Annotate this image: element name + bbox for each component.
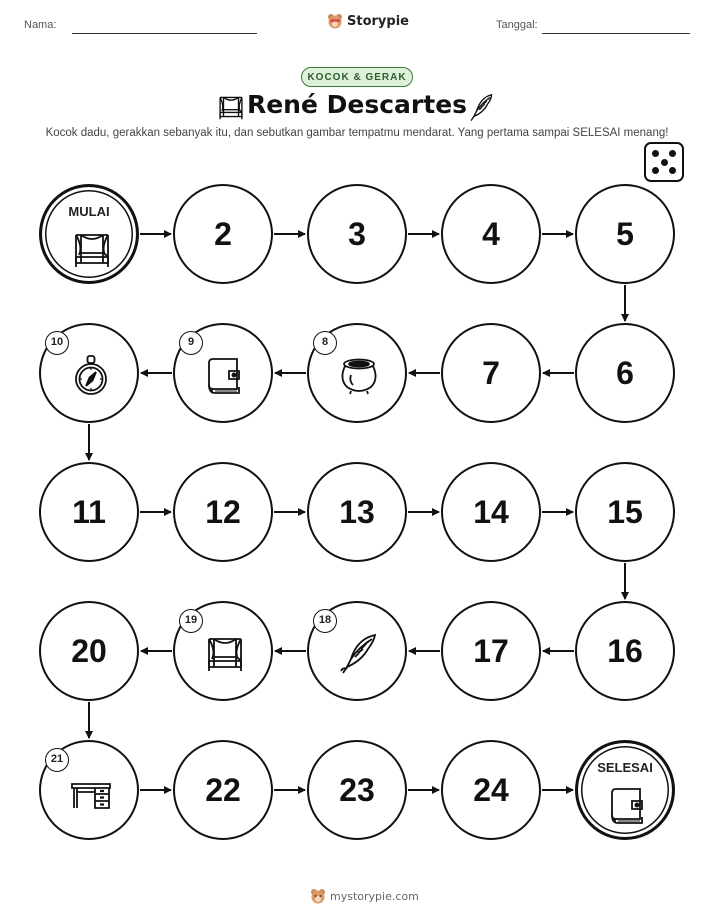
cell-number: 16 — [607, 632, 643, 669]
board-cell — [307, 740, 407, 840]
board-cell — [441, 601, 541, 701]
board-cell — [173, 601, 273, 701]
cell-number: 22 — [205, 771, 241, 808]
pot-icon — [337, 353, 381, 397]
brand-name: Storypie — [347, 13, 409, 29]
cell-number-tag: 9 — [179, 331, 203, 355]
cell-number-tag: 18 — [313, 609, 337, 633]
footer-url: mystorypie.com — [330, 889, 419, 903]
cell-number: 17 — [473, 632, 509, 669]
board-cell — [575, 601, 675, 701]
board-cell — [39, 323, 139, 423]
instructions: Kocok dadu, gerakkan sebanyak itu, dan sebutkan gambar tempatmu mendarat. Yang pertama sampai SELESAI menang! — [45, 127, 669, 139]
activity-badge: KOCOK & GERAK — [301, 67, 413, 87]
board-cell — [307, 601, 407, 701]
canopy-bed-icon — [70, 227, 114, 271]
finish-cell — [575, 740, 675, 840]
cell-number: 15 — [607, 493, 643, 530]
book-icon — [203, 353, 247, 397]
board-cell — [173, 184, 273, 284]
cell-label: SELESAI — [597, 760, 653, 775]
board-cell — [441, 323, 541, 423]
board-cell — [441, 740, 541, 840]
board-cell — [173, 462, 273, 562]
cell-number: 12 — [205, 493, 241, 530]
board-cell — [441, 184, 541, 284]
board-cell — [575, 323, 675, 423]
board-cell — [307, 462, 407, 562]
compass-icon — [69, 353, 113, 397]
page-title: René Descartes — [246, 90, 468, 119]
cell-number: 24 — [473, 771, 509, 808]
board-cell — [173, 740, 273, 840]
cell-number: 5 — [616, 215, 634, 252]
cell-number: 4 — [482, 215, 500, 252]
date-label: Tanggal: — [496, 19, 538, 31]
cell-number-tag: 10 — [45, 331, 69, 355]
board-cell — [307, 184, 407, 284]
cell-label: MULAI — [68, 204, 110, 219]
board-cell — [575, 184, 675, 284]
cell-number-tag: 8 — [313, 331, 337, 355]
footer-brand — [310, 888, 419, 904]
cell-number-tag: 19 — [179, 609, 203, 633]
cell-number: 23 — [339, 771, 375, 808]
canopy-bed-icon — [203, 631, 247, 675]
cell-number: 13 — [339, 493, 375, 530]
board-cell — [575, 462, 675, 562]
cell-number: 14 — [473, 493, 509, 530]
board-cell — [307, 323, 407, 423]
board-cell — [39, 601, 139, 701]
board-cell — [39, 740, 139, 840]
board-cell — [173, 323, 273, 423]
board-cell — [441, 462, 541, 562]
board-cell — [39, 462, 139, 562]
desk-icon — [69, 770, 113, 814]
cell-number: 3 — [348, 215, 366, 252]
cell-number-tag: 21 — [45, 748, 69, 772]
quill-icon — [337, 631, 381, 675]
cell-number: 11 — [72, 493, 106, 530]
cell-number: 6 — [616, 354, 634, 391]
start-cell — [39, 184, 139, 284]
name-label: Nama: — [24, 19, 57, 31]
cell-number: 2 — [214, 215, 232, 252]
cell-number: 20 — [71, 632, 107, 669]
cell-number: 7 — [482, 354, 500, 391]
book-icon — [606, 783, 650, 827]
bear-logo-icon — [310, 888, 326, 904]
